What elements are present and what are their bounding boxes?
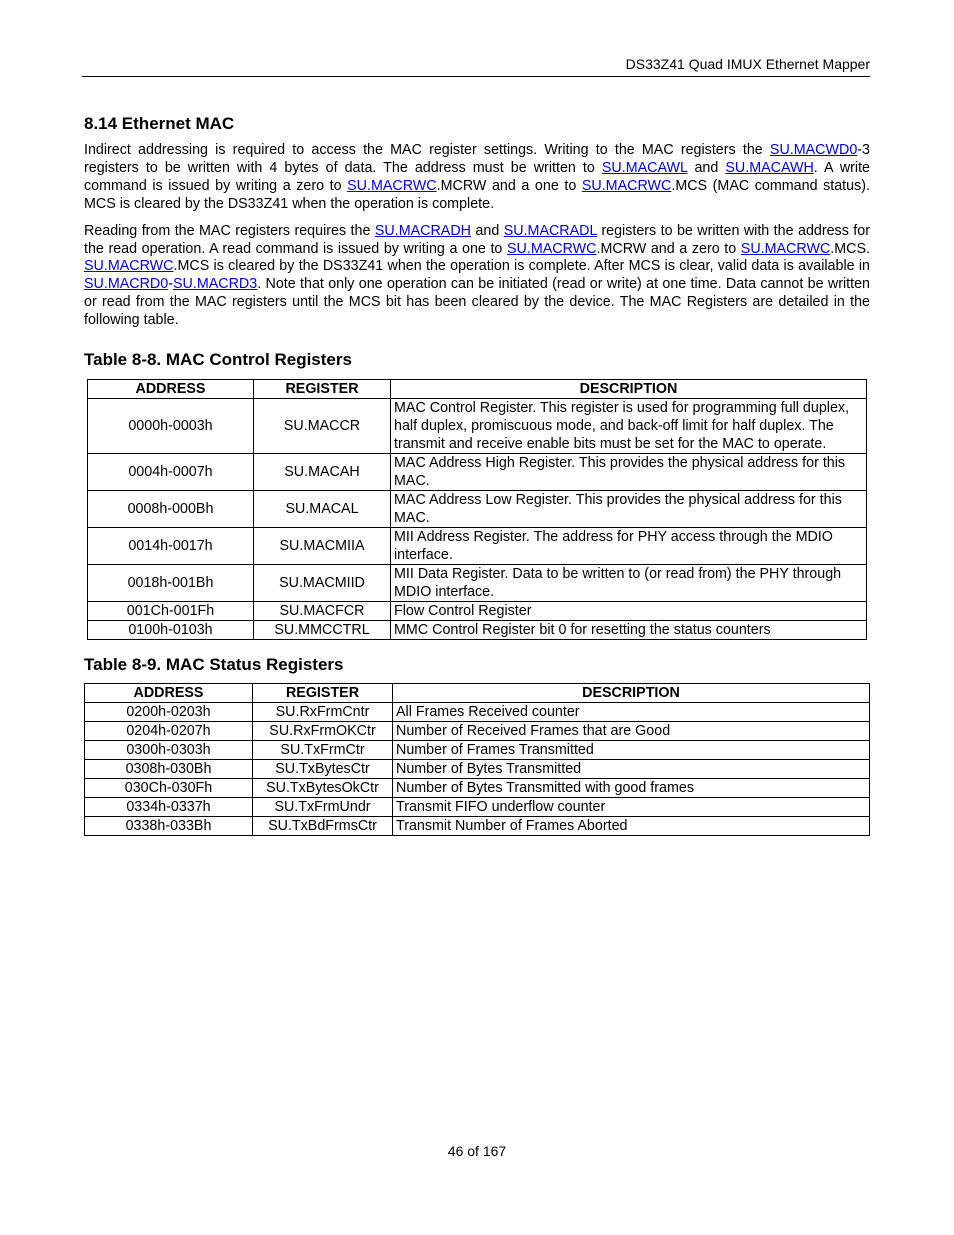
description-cell: Number of Received Frames that are Good [393,722,870,741]
link-su-macrd3[interactable]: SU.MACRD3 [172,276,258,293]
register-cell: SU.MACFCR [254,602,391,621]
mac-control-registers-table [87,379,867,640]
page-footer [0,1142,954,1160]
register-cell: SU.TxBdFrmsCtr [253,817,393,836]
description-cell: Transmit FIFO underflow counter [393,798,870,817]
table-row [85,722,870,741]
link-su-macrd0[interactable]: SU.MACRD0 [84,276,169,293]
mac-status-registers-table [84,683,870,836]
description-cell: MAC Control Register. This register is used for programming full duplex, half duplex, promiscuous mode, and back-off limit for half duplex. The transmit and receive enable bits must be set for the MAC to operate. [391,399,867,454]
table-row [88,399,867,454]
link-su-macrwc[interactable]: SU.MACRWC [347,177,437,194]
description-cell: MMC Control Register bit 0 for resetting the status counters [391,621,867,640]
description-cell: Number of Bytes Transmitted [393,760,870,779]
table-row [85,760,870,779]
register-cell: SU.TxBytesOkCtr [253,779,393,798]
description-cell: Transmit Number of Frames Aborted [393,817,870,836]
paragraph-read-procedure: Reading from the MAC registers requires the SU.MACRADH and SU.MACRADL registers to be written with the address for the read operation. A read command is issued by writing a one to SU.MACRWC.MCRW and a zero to SU.MACRWC.MCS. SU.MACRWC.MCS is cleared by the DS33Z41 when the operation is complete. After MCS is clear, valid data is available in SU.MACRD0-SU.MACRD3. Note that only one operation can be initiated (read or write) at one time. Data cannot be written or read from the MAC registers until the MCS bit has been cleared by the device. The MAC Registers are detailed in the following table. [84,222,870,329]
page-header [82,55,870,77]
register-cell: SU.MACAL [254,491,391,528]
description-cell: MAC Address Low Register. This provides the physical address for this MAC. [391,491,867,528]
address-cell: 0300h-0303h [85,741,253,760]
address-cell: 0338h-033Bh [85,817,253,836]
description-cell: MII Address Register. The address for PHY access through the MDIO interface. [391,528,867,565]
link-su-macradh[interactable]: SU.MACRADH [374,222,471,239]
table2-caption: Table 8-9. MAC Status Registers [84,655,344,675]
page-number: 46 of 167 [447,1143,507,1159]
link-su-macrwc[interactable]: SU.MACRWC [740,240,831,257]
table1-caption: Table 8-8. MAC Control Registers [84,350,352,370]
address-cell: 0008h-000Bh [88,491,254,528]
table-row [88,565,867,602]
register-cell: SU.TxFrmCtr [253,741,393,760]
column-header-register: REGISTER [254,380,391,399]
register-cell: SU.MACCR [254,399,391,454]
table-row [88,454,867,491]
description-cell: MII Data Register. Data to be written to (or read from) the PHY through MDIO interface. [391,565,867,602]
register-cell: SU.RxFrmOKCtr [253,722,393,741]
address-cell: 0000h-0003h [88,399,254,454]
register-cell: SU.MACAH [254,454,391,491]
description-cell: Flow Control Register [391,602,867,621]
link-su-macrwc[interactable]: SU.MACRWC [84,258,174,275]
table-row [85,741,870,760]
column-header-description: DESCRIPTION [391,380,867,399]
description-cell: Number of Bytes Transmitted with good frames [393,779,870,798]
page-content [84,113,870,836]
column-header-register: REGISTER [253,684,393,703]
register-cell: SU.MACMIIA [254,528,391,565]
description-cell: MAC Address High Register. This provides the physical address for this MAC. [391,454,867,491]
address-cell: 0334h-0337h [85,798,253,817]
description-cell: Number of Frames Transmitted [393,741,870,760]
link-su-macradl[interactable]: SU.MACRADL [503,222,597,239]
section-heading: 8.14 Ethernet MAC [84,114,235,133]
address-cell: 0308h-030Bh [85,760,253,779]
register-cell: SU.RxFrmCntr [253,703,393,722]
table-row [85,817,870,836]
register-cell: SU.TxFrmUndr [253,798,393,817]
paragraph-write-procedure: Indirect addressing is required to access the MAC register settings. Writing to the MAC registers the SU.MACWD0-3 registers to be written with 4 bytes of data. The address must be written to SU.MACAWL and SU.MACAWH. A write command is issued by writing a zero to SU.MACRWC.MCRW and a one to SU.MACRWC.MCS (MAC command status). MCS is cleared by the DS33Z41 when the operation is complete. [84,142,871,212]
address-cell: 0004h-0007h [88,454,254,491]
address-cell: 0014h-0017h [88,528,254,565]
address-cell: 001Ch-001Fh [88,602,254,621]
table-row [88,491,867,528]
link-su-macawl[interactable]: SU.MACAWL [601,159,688,176]
table-row [85,798,870,817]
address-cell: 0204h-0207h [85,722,253,741]
column-header-address: ADDRESS [85,684,253,703]
address-cell: 0018h-001Bh [88,565,254,602]
table-row [85,779,870,798]
register-cell: SU.TxBytesCtr [253,760,393,779]
address-cell: 0100h-0103h [88,621,254,640]
document-title: DS33Z41 Quad IMUX Ethernet Mapper [625,56,870,72]
description-cell: All Frames Received counter [393,703,870,722]
table-row [88,621,867,640]
address-cell: 030Ch-030Fh [85,779,253,798]
table-header-row [88,380,867,399]
table-row [85,703,870,722]
table-row [88,602,867,621]
link-su-macwd0[interactable]: SU.MACWD0 [769,142,858,158]
link-su-macrwc[interactable]: SU.MACRWC [506,240,597,257]
link-su-macrwc[interactable]: SU.MACRWC [581,177,672,194]
table-header-row [85,684,870,703]
column-header-address: ADDRESS [88,380,254,399]
table-row [88,528,867,565]
register-cell: SU.MACMIID [254,565,391,602]
register-cell: SU.MMCCTRL [254,621,391,640]
address-cell: 0200h-0203h [85,703,253,722]
column-header-description: DESCRIPTION [393,684,870,703]
link-su-macawh[interactable]: SU.MACAWH [725,159,814,176]
